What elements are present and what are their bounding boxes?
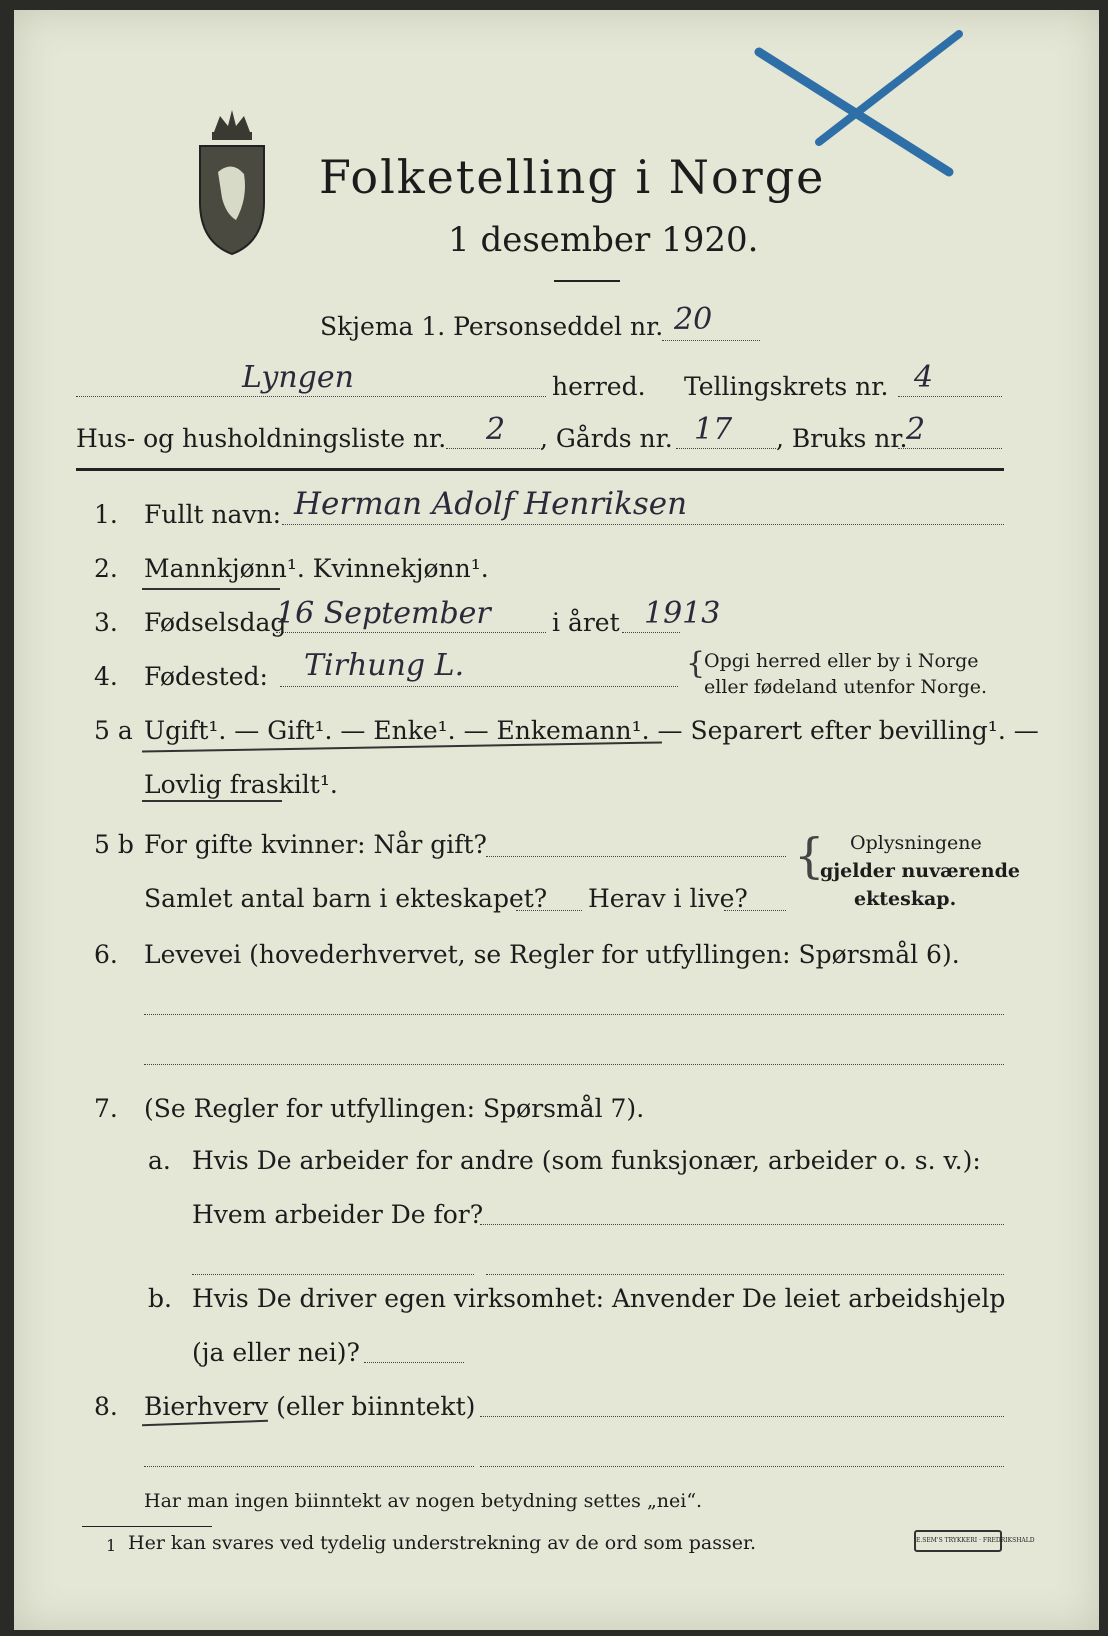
birthyear-value: 1913 [644, 596, 721, 631]
q5b-brace: { [794, 828, 825, 884]
bruks-label: , Bruks nr. [776, 424, 908, 453]
gards-line [676, 448, 776, 449]
q5b-alive-label: Herav i live? [588, 884, 748, 913]
q7a-line-2b [486, 1274, 1004, 1275]
q7b-question: (ja eller nei)? [192, 1338, 360, 1367]
census-date: 1 desember 1920. [448, 220, 759, 260]
herred-line [76, 396, 546, 397]
fraskilt-underline [142, 800, 282, 802]
census-form [14, 10, 1099, 1630]
q4-brace: { [686, 646, 706, 681]
q1-line [282, 524, 1004, 525]
q7a-question: Hvem arbeider De for? [192, 1200, 484, 1229]
q5a-number: 5 a [94, 716, 133, 745]
q5a-line-2: Lovlig fraskilt¹. [144, 770, 338, 799]
q6-line-2 [144, 1064, 1004, 1065]
year-line [622, 632, 680, 633]
tellingskrets-value: 4 [914, 360, 934, 395]
q4-line [280, 686, 678, 687]
hus-value: 2 [486, 412, 506, 447]
q6-number: 6. [94, 940, 118, 969]
q8-line-2a [144, 1466, 474, 1467]
q5b-number: 5 b [94, 830, 134, 859]
q5b-children-label: Samlet antal barn i ekteskapet? [144, 884, 548, 913]
printer-mark: E.SEM'S TRYKKERI · FREDRIKSHALD [914, 1530, 1002, 1552]
birthdate-value: 16 September [276, 596, 491, 631]
schema-label: Skjema 1. Personseddel nr. [320, 312, 664, 341]
q4-number: 4. [94, 662, 118, 691]
q7b-letter: b. [148, 1284, 172, 1313]
bruks-line [898, 448, 1002, 449]
q8-number: 8. [94, 1392, 118, 1421]
q2-label: Mannkjønn¹. Kvinnekjønn¹. [144, 554, 489, 583]
q5a-line-1: Ugift¹. — Gift¹. — Enke¹. — Enkemann¹. — Separert efter bevilling¹. — [144, 716, 1039, 745]
gards-value: 17 [694, 412, 733, 447]
bruks-value: 2 [906, 412, 926, 447]
married-line [486, 856, 786, 857]
q7-label: (Se Regler for utfyllingen: Spørsmål 7). [144, 1094, 645, 1123]
q3-label: Fødselsdag [144, 608, 287, 637]
full-name-value: Herman Adolf Henriksen [294, 486, 688, 522]
q8-line-2b [480, 1466, 1004, 1467]
q4-note-2: eller fødeland utenfor Norge. [704, 676, 988, 698]
nei-note: Har man ingen biinntekt av nogen betydning settes „nei“. [144, 1490, 703, 1512]
tellingskrets-label: Tellingskrets nr. [684, 372, 889, 401]
cross-mark [749, 22, 979, 182]
mannkjonn-underline [142, 588, 280, 590]
q6-label: Levevei (hovederhvervet, se Regler for utfyllingen: Spørsmål 6). [144, 940, 960, 969]
title-underline [554, 280, 620, 282]
q7a-line-2a [192, 1274, 474, 1275]
year-label: i året [552, 608, 620, 637]
q5b-note-2: gjelder nuværende [820, 860, 1020, 882]
children-line [516, 910, 582, 911]
q7a-line-1 [480, 1224, 1004, 1225]
q1-label: Fullt navn: [144, 500, 282, 529]
q7b-line [364, 1362, 464, 1363]
tellingskrets-line [898, 396, 1002, 397]
hus-label: Hus- og husholdningsliste nr. [76, 424, 447, 453]
q8-line-1 [480, 1416, 1004, 1417]
q4-note-1: Opgi herred eller by i Norge [704, 650, 979, 672]
q7b-text: Hvis De driver egen virksomhet: Anvender De leiet arbeidshjelp [192, 1284, 1006, 1313]
q7a-letter: a. [148, 1146, 171, 1175]
q5b-married-label: For gifte kvinner: Når gift? [144, 830, 487, 859]
herred-value: Lyngen [242, 360, 354, 395]
gards-label: , Gårds nr. [540, 424, 673, 453]
coat-of-arms-emblem [192, 102, 272, 262]
q4-label: Fødested: [144, 662, 268, 691]
q3-number: 3. [94, 608, 118, 637]
personseddel-line [662, 340, 760, 341]
form-title: Folketelling i Norge [319, 150, 826, 204]
footnote-mark: 1 [106, 1536, 117, 1555]
footnote-divider [82, 1526, 212, 1527]
herred-label: herred. [552, 372, 646, 401]
q5b-note-1: Oplysningene [850, 832, 982, 854]
q3-line [276, 632, 546, 633]
hus-line [446, 448, 542, 449]
q8-label: Bierhverv (eller biinntekt) [144, 1392, 476, 1421]
q7a-text: Hvis De arbeider for andre (som funksjonær, arbeider o. s. v.): [192, 1146, 981, 1175]
q2-number: 2. [94, 554, 118, 583]
birthplace-value: Tirhung L. [304, 648, 465, 683]
q7-number: 7. [94, 1094, 118, 1123]
q5b-note-3: ekteskap. [854, 888, 957, 910]
alive-line [724, 910, 786, 911]
personseddel-number: 20 [674, 302, 713, 337]
header-divider [76, 468, 1004, 471]
q1-number: 1. [94, 500, 118, 529]
footnote-text: Her kan svares ved tydelig understrekning av de ord som passer. [128, 1532, 757, 1554]
q6-line-1 [144, 1014, 1004, 1015]
